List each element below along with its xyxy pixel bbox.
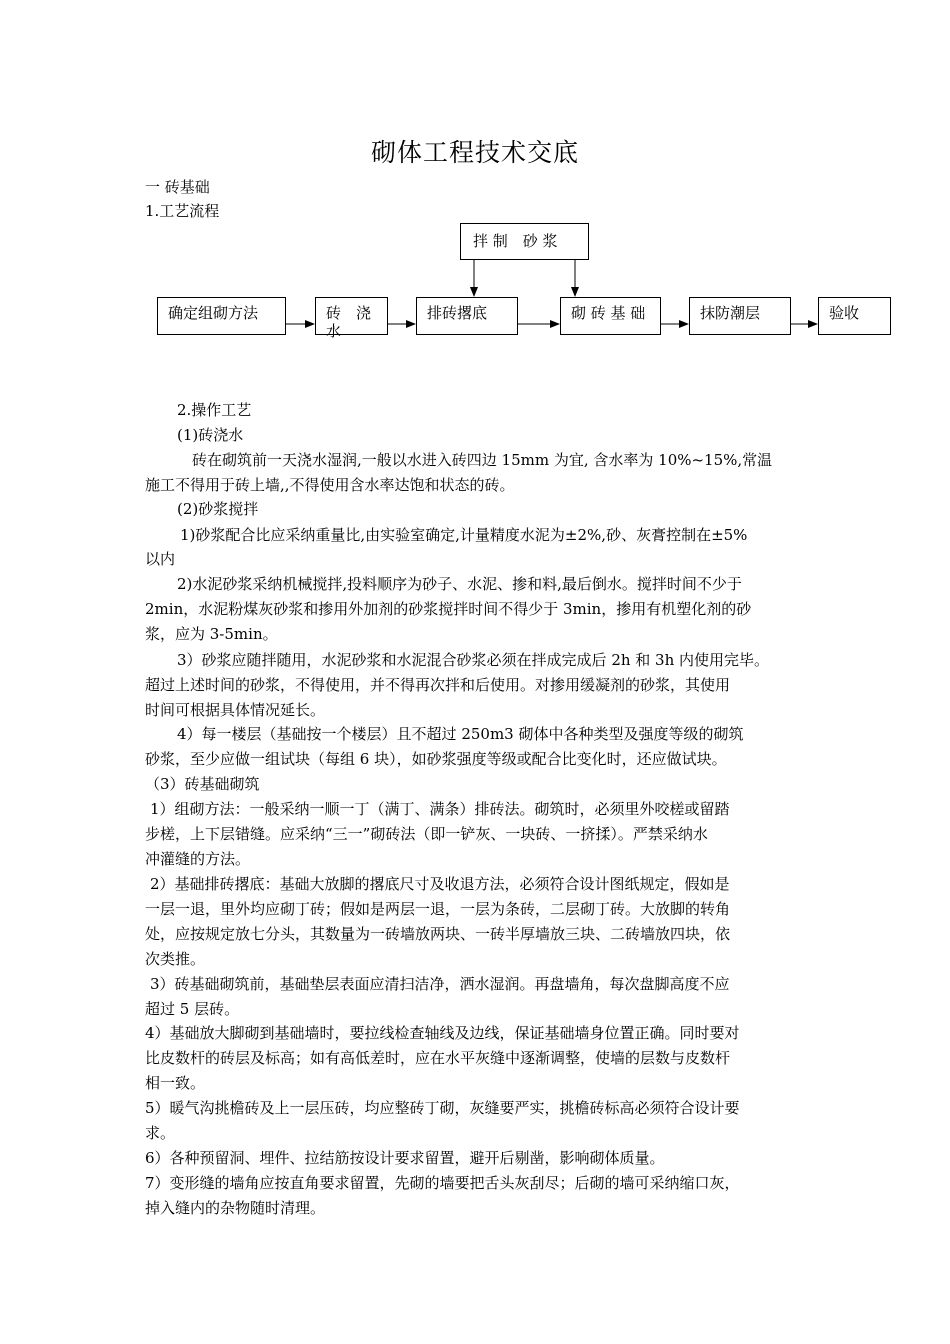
text-line: 次类推。 (145, 950, 206, 968)
text-line: 比皮数杆的砖层及标高；如有高低差时，应在水平灰缝中逐渐调整，使墙的层数与皮数杆 (145, 1049, 731, 1067)
text-line: 相一致。 (145, 1074, 206, 1092)
text-line: 步槎，上下层错缝。应采纳“三一”砌砖法（即一铲灰、一块砖、一挤揉）。严禁采纳水 (145, 825, 708, 843)
text-line: 浆，应为 3-5min。 (145, 625, 278, 643)
text-line: 5）暖气沟挑檐砖及上一层压砖，均应整砖丁砌，灰缝要严实，挑檐砖标高必须符合设计要 (145, 1099, 740, 1117)
text-line: 砂浆，至少应做一组试块（每组 6 块），如砂浆强度等级或配合比变化时，还应做试块。 (145, 750, 727, 768)
text-line: 时间可根据具体情况延长。 (145, 701, 326, 719)
section-heading: 一 砖基础 (145, 178, 210, 196)
flow-box-build-foundation: 砌 砖 基 础 (560, 297, 661, 335)
flow-box-acceptance: 验收 (818, 297, 891, 335)
text-line: 砖在砌筑前一天浇水湿润,一般以水进入砖四边 15mm 为宜, 含水率为 10%~15%,常温 (192, 451, 773, 469)
text-line: 冲灌缝的方法。 (145, 850, 251, 868)
text-line: 2)水泥砂浆采纳机械搅拌,投料顺序为砂子、水泥、掺和料,最后倒水。搅拌时间不少于 (177, 575, 742, 593)
flow-box-lay-bottom: 排砖撂底 (416, 297, 518, 335)
text-line: 4）基础放大脚砌到基础墙时，要拉线检查轴线及边线，保证基础墙身位置正确。同时要对 (145, 1024, 740, 1042)
flow-box-mix-mortar: 拌 制 砂 浆 (460, 223, 589, 260)
text-line: 7）变形缝的墙角应按直角要求留置，先砌的墙要把舌头灰刮尽；后砌的墙可采纳缩口灰， (145, 1174, 740, 1192)
text-line: 1）组砌方法：一般采纳一顺一丁（满丁、满条）排砖法。砌筑时，必须里外咬槎或留踏 (150, 800, 730, 818)
text-line: 施工不得用于砖上墙,,不得使用含水率达饱和状态的砖。 (145, 476, 515, 494)
flow-box-determine-method: 确定组砌方法 (157, 297, 286, 335)
text-line: 超过 5 层砖。 (145, 1000, 240, 1018)
document-title: 砌体工程技术交底 (370, 138, 579, 167)
text-line: 4）每一楼层（基础按一个楼层）且不超过 250m3 砌体中各种类型及强度等级的砌筑 (177, 725, 744, 743)
text-line: 掉入缝内的杂物随时清理。 (145, 1199, 326, 1217)
item-heading: （3）砖基础砌筑 (145, 775, 260, 793)
text-line: 处，应按规定放七分头，其数量为一砖墙放两块、一砖半厚墙放三块、二砖墙放四块，依 (145, 925, 731, 943)
text-line: 超过上述时间的砂浆，不得使用，并不得再次拌和后使用。对掺用缓凝剂的砂浆，其使用 (145, 676, 731, 694)
text-line: 一层一退，里外均应砌丁砖；假如是两层一退，一层为条砖，二层砌丁砖。大放脚的转角 (145, 900, 731, 918)
flow-box-damp-proof: 抹防潮层 (689, 297, 791, 335)
subsection-heading: 1.工艺流程 (145, 202, 220, 220)
text-line: 以内 (145, 550, 176, 568)
text-line: 3）砖基础砌筑前，基础垫层表面应清扫洁净，洒水湿润。再盘墙角，每次盘脚高度不应 (150, 975, 730, 993)
text-line: 1)砂浆配合比应采纳重量比,由实验室确定,计量精度水泥为±2%,砂、灰膏控制在±5% (180, 526, 748, 544)
text-line: 2min，水泥粉煤灰砂浆和掺用外加剂的砂浆搅拌时间不得少于 3min，掺用有机塑化剂的砂 (145, 600, 752, 618)
text-line: 6）各种预留洞、埋件、拉结筋按设计要求留置，避开后剔凿，影响砌体质量。 (145, 1149, 665, 1167)
flow-arrows (0, 0, 950, 400)
text-line: 3）砂浆应随拌随用，水泥砂浆和水泥混合砂浆必须在拌成完成后 2h 和 3h 内使用完毕。 (177, 651, 770, 669)
item-heading: (1)砖浇水 (177, 426, 244, 444)
text-line: 2）基础排砖撂底：基础大放脚的撂底尺寸及收退方法，必须符合设计图纸规定，假如是 (150, 875, 730, 893)
item-heading: (2)砂浆搅拌 (177, 500, 259, 518)
flow-box-wet-bricks: 砖 浇水 (315, 297, 388, 335)
text-line: 求。 (145, 1124, 176, 1142)
subsection-heading: 2.操作工艺 (177, 401, 252, 419)
